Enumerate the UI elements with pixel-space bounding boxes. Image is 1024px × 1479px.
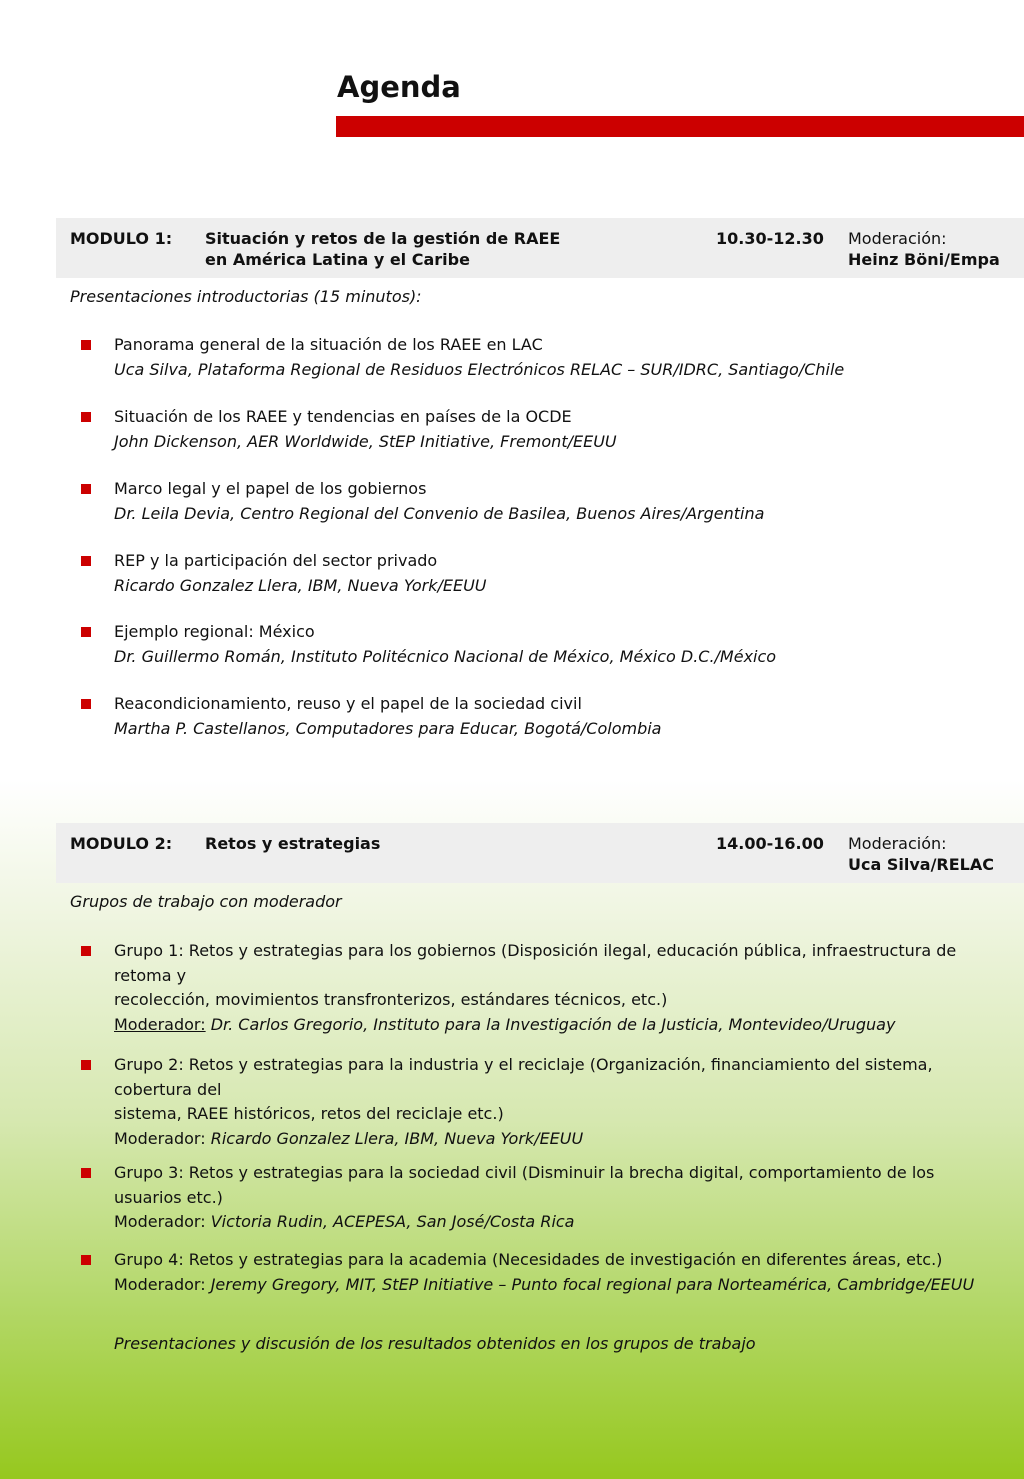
module-2-label: MODULO 2: [70, 834, 173, 853]
agenda-item: Reacondicionamiento, reuso y el papel de la sociedad civil Martha P. Castellanos, Computadores para Educar, Bogotá/Colombia [114, 692, 1004, 741]
work-group: Grupo 3: Retos y estrategias para la sociedad civil (Disminuir la brecha digital, comportamiento de los usuarios etc.) Moderador: Victoria Rudin, ACEPESA, San José/Costa Rica [114, 1161, 1004, 1235]
bullet-icon [81, 1168, 91, 1178]
moderator-label: Moderador: [114, 1212, 206, 1231]
work-group: Grupo 4: Retos y estrategias para la academia (Necesidades de investigación en diferentes áreas, etc.) Moderador: Jeremy Gregory, MIT, StEP Initiative – Punto focal regional para Norteamérica, Cambridge/EEUU [114, 1248, 1004, 1297]
bullet-icon [81, 699, 91, 709]
closing-note: Presentaciones y discusión de los resultados obtenidos en los grupos de trabajo [114, 1334, 756, 1353]
bullet-icon [81, 556, 91, 566]
agenda-item: Situación de los RAEE y tendencias en países de la OCDE John Dickenson, AER Worldwide, StEP Initiative, Fremont/EEUU [114, 405, 1004, 454]
module-2-moderation: Moderación: Uca Silva/RELAC [848, 834, 994, 874]
agenda-item: Marco legal y el papel de los gobiernos Dr. Leila Devia, Centro Regional del Convenio de Basilea, Buenos Aires/Argentina [114, 477, 1004, 526]
work-group: Grupo 1: Retos y estrategias para los gobiernos (Disposición ilegal, educación pública, infraestructura de retoma y recolección, movimientos transfronterizos, estándares técnicos, etc.) Moderador: Dr. Carlos Gregorio, Instituto para la Investigación de la Justicia, Montevideo/Uruguay [114, 939, 1004, 1037]
bullet-icon [81, 1060, 91, 1070]
work-group: Grupo 2: Retos y estrategias para la industria y el reciclaje (Organización, financiamiento del sistema, cobertura del sistema, RAEE históricos, retos del reciclaje etc.) Moderador: Ricardo Gonzalez Llera, IBM, Nueva York/EEUU [114, 1053, 1004, 1151]
agenda-item: Ejemplo regional: México Dr. Guillermo Román, Instituto Politécnico Nacional de México, México D.C./México [114, 620, 1004, 669]
module-1-intro: Presentaciones introductorias (15 minutos): [70, 287, 422, 306]
module-2-intro: Grupos de trabajo con moderador [70, 892, 342, 911]
module-2-time: 14.00-16.00 [716, 834, 824, 853]
module-2-moderator: Uca Silva/RELAC [848, 855, 994, 874]
agenda-item: Panorama general de la situación de los RAEE en LAC Uca Silva, Plataforma Regional de Residuos Electrónicos RELAC – SUR/IDRC, Santiago/Chile [114, 333, 1004, 382]
moderator-label: Moderador: [114, 1128, 206, 1148]
module-1-moderation: Moderación: Heinz Böni/Empa [848, 229, 1000, 269]
moderator-name: Ricardo Gonzalez Llera, IBM, Nueva York/EEUU [210, 1128, 584, 1148]
module-1-header [56, 218, 1024, 278]
title-accent-bar [336, 116, 1024, 137]
bullet-icon [81, 484, 91, 494]
bullet-icon [81, 627, 91, 637]
bullet-icon [81, 340, 91, 350]
module-1-time: 10.30-12.30 [716, 229, 824, 248]
moderator-name: Dr. Carlos Gregorio, Instituto para la Investigación de la Justicia, Montevideo/Uruguay [210, 1014, 896, 1034]
module-1-title: Situación y retos de la gestión de RAEE en América Latina y el Caribe [205, 229, 561, 269]
bullet-icon [81, 412, 91, 422]
moderator-label: Moderador: [114, 1274, 206, 1294]
moderator-label: Moderador: [114, 1014, 206, 1034]
module-1-label: MODULO 1: [70, 229, 173, 248]
agenda-item: REP y la participación del sector privado Ricardo Gonzalez Llera, IBM, Nueva York/EEUU [114, 549, 1004, 598]
bullet-icon [81, 946, 91, 956]
bullet-icon [81, 1255, 91, 1265]
moderator-name: Victoria Rudin, ACEPESA, San José/Costa Rica [210, 1212, 575, 1231]
moderator-name: Jeremy Gregory, MIT, StEP Initiative – Punto focal regional para Norteamérica, Cambridge/EEUU [210, 1274, 975, 1294]
module-1-moderator: Heinz Böni/Empa [848, 250, 1000, 269]
module-2-header [56, 823, 1024, 883]
module-2-title: Retos y estrategias [205, 834, 381, 853]
page-title: Agenda [337, 70, 461, 104]
